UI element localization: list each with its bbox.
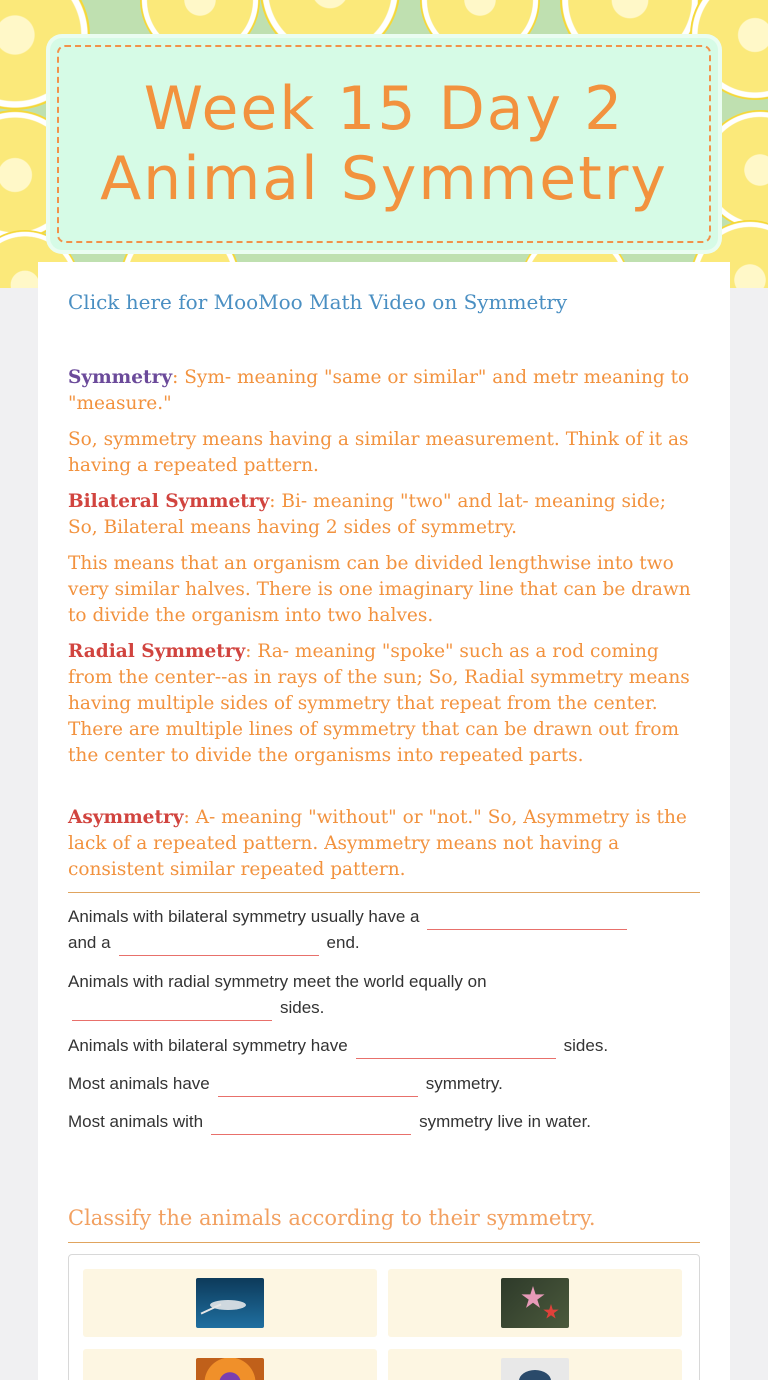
classify-heading: Classify the animals according to their symmetry. <box>68 1206 596 1230</box>
answer-blank-2[interactable] <box>72 997 272 1021</box>
answer-blank-4[interactable] <box>218 1073 418 1097</box>
question-3: Animals with bilateral symmetry have sides. <box>68 1033 700 1059</box>
definition-bilateral: Bilateral Symmetry: Bi- meaning "two" and lat- meaning side; So, Bilateral means having 2 sides of symmetry. <box>68 491 666 538</box>
definition-symmetry-explanation: So, symmetry means having a similar measurement. Think of it as having a repeated pattern. <box>68 429 689 476</box>
header-card <box>50 38 718 250</box>
starfish-image <box>501 1278 569 1328</box>
narwhal-image <box>196 1278 264 1328</box>
video-link[interactable]: Click here for MooMoo Math Video on Symmetry <box>68 290 568 314</box>
worksheet-content <box>38 262 730 1380</box>
draggable-card-narwhal[interactable] <box>83 1269 377 1337</box>
answer-blank-5[interactable] <box>211 1111 411 1135</box>
answer-blank-1b[interactable] <box>119 932 319 956</box>
divider-2 <box>68 1242 700 1243</box>
coral-image <box>196 1358 264 1380</box>
question-1: Animals with bilateral symmetry usually have a and a end. <box>68 904 700 956</box>
definition-asymmetry: Asymmetry: A- meaning "without" or "not." So, Asymmetry is the lack of a repeated pattern. Asymmetry means not having a consistent similar repeated pattern. <box>68 807 687 880</box>
divider <box>68 892 700 893</box>
question-5: Most animals with symmetry live in water. <box>68 1109 700 1135</box>
question-4: Most animals have symmetry. <box>68 1071 700 1097</box>
crab-image <box>501 1358 569 1380</box>
definition-radial: Radial Symmetry: Ra- meaning "spoke" such as a rod coming from the center--as in rays of the sun; So, Radial symmetry means having multiple sides of symmetry that repeat from the center. There are multiple lines of symmetry that can be drawn out from the center to divide the organisms into repeated parts. <box>68 641 690 766</box>
answer-blank-3[interactable] <box>356 1035 556 1059</box>
draggable-card-coral[interactable] <box>83 1349 377 1380</box>
answer-blank-1a[interactable] <box>427 906 627 930</box>
draggable-card-starfish[interactable] <box>388 1269 682 1337</box>
page-title: Week 15 Day 2 Animal Symmetry <box>100 74 668 214</box>
definition-symmetry: Symmetry: Sym- meaning "same or similar" and metr meaning to "measure." <box>68 367 690 414</box>
definition-bilateral-explanation: This means that an organism can be divided lengthwise into two very similar halves. There is one imaginary line that can be drawn to divide the organism into two halves. <box>68 553 691 626</box>
question-2: Animals with radial symmetry meet the world equally on sides. <box>68 969 700 1021</box>
classify-sort-area <box>68 1254 700 1380</box>
draggable-card-crab[interactable] <box>388 1349 682 1380</box>
